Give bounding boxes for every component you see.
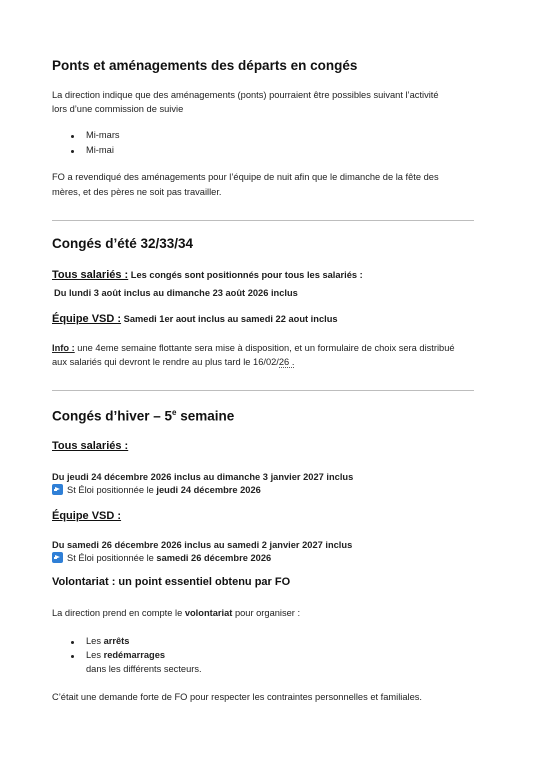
text-bold: volontariat <box>184 608 233 618</box>
paragraph-text: mères, et des pères ne soit pas travailler. <box>52 187 222 197</box>
section-divider <box>52 220 474 221</box>
text-part: pour organiser : <box>232 608 301 618</box>
text-part: La direction prend en compte le <box>52 608 185 618</box>
volontariat-intro <box>52 606 300 621</box>
bullet-dot <box>71 655 74 658</box>
dates-hiver: Du jeudi 24 décembre 2026 inclus au dimanche 3 janvier 2027 inclus <box>52 472 354 482</box>
eloi-text: St Éloi positionnée le <box>67 485 157 495</box>
info-label: Info : <box>52 343 75 353</box>
section-title-ponts: Ponts et aménagements des départs en congés <box>52 58 358 73</box>
closing-paragraph: C’était une demande forte de FO pour respecter les contraintes personnelles et familiales. <box>52 692 423 702</box>
text-part: Les <box>86 650 104 660</box>
vsd-line <box>52 313 338 325</box>
paragraph-text: FO a revendiqué des aménagements pour l’équipe de nuit afin que le dimanche de la fête des <box>52 172 439 182</box>
arrow-right-icon <box>52 552 63 563</box>
section-divider <box>52 390 474 391</box>
section-title-conges-hiver <box>52 408 234 424</box>
info-text: une 4eme semaine flottante sera mise à disposition, et un formulaire de choix sera distribué <box>74 343 455 353</box>
paragraph-text: lors d’une commission de suivie <box>52 104 184 114</box>
list-item: Mi-mars <box>86 130 120 140</box>
eloi-text: St Éloi positionnée le <box>67 553 157 563</box>
text-bold: redémarrages <box>103 650 166 660</box>
list-item <box>86 648 165 663</box>
dates-vsd-hiver: Du samedi 26 décembre 2026 inclus au samedi 2 janvier 2027 inclus <box>52 540 353 550</box>
tous-salaries-label: Tous salariés : <box>52 440 129 452</box>
title-sup: e <box>172 408 177 417</box>
info-text: aux salariés qui devront le rendre au plus tard le 16/02/ <box>52 357 279 367</box>
bullet-dot <box>71 135 74 138</box>
list-item: Mi-mai <box>86 145 114 155</box>
eloi-date: samedi 26 décembre 2026 <box>156 553 272 563</box>
eloi-date: jeudi 24 décembre 2026 <box>156 485 261 495</box>
eloi-line <box>52 483 261 498</box>
vsd-text: Samedi 1er aout inclus au samedi 22 aout inclus <box>121 314 338 324</box>
vsd-label: Équipe VSD : <box>52 510 122 522</box>
info-line-1 <box>52 341 455 356</box>
tous-salaries-line <box>52 269 363 281</box>
eloi-line <box>52 551 271 566</box>
section-title-volontariat: Volontariat : un point essentiel obtenu par FO <box>52 576 291 588</box>
bullet-dot <box>71 150 74 153</box>
info-date-fragment: 26 . <box>278 357 295 367</box>
title-part: semaine <box>176 408 235 424</box>
tous-salaries-label: Tous salariés : <box>52 269 129 281</box>
tous-salaries-text: Les congés sont positionnés pour tous les salariés : <box>128 270 363 280</box>
text-part: Les <box>86 636 104 646</box>
vsd-label: Équipe VSD : <box>52 313 122 325</box>
info-line-2 <box>52 355 294 370</box>
title-part: Congés d’hiver – 5 <box>52 408 173 424</box>
arrow-right-icon <box>52 484 63 495</box>
dates-ete: Du lundi 3 août inclus au dimanche 23 août 2026 inclus <box>54 288 298 298</box>
section-title-conges-ete: Congés d’été 32/33/34 <box>52 236 194 251</box>
text-bold: arrêts <box>103 636 130 646</box>
list-item <box>86 634 129 649</box>
bullet-dot <box>71 641 74 644</box>
paragraph-text: La direction indique que des aménagements (ponts) pourraient être possibles suivant l’activité <box>52 90 439 100</box>
list-item-continuation: dans les différents secteurs. <box>86 664 202 674</box>
